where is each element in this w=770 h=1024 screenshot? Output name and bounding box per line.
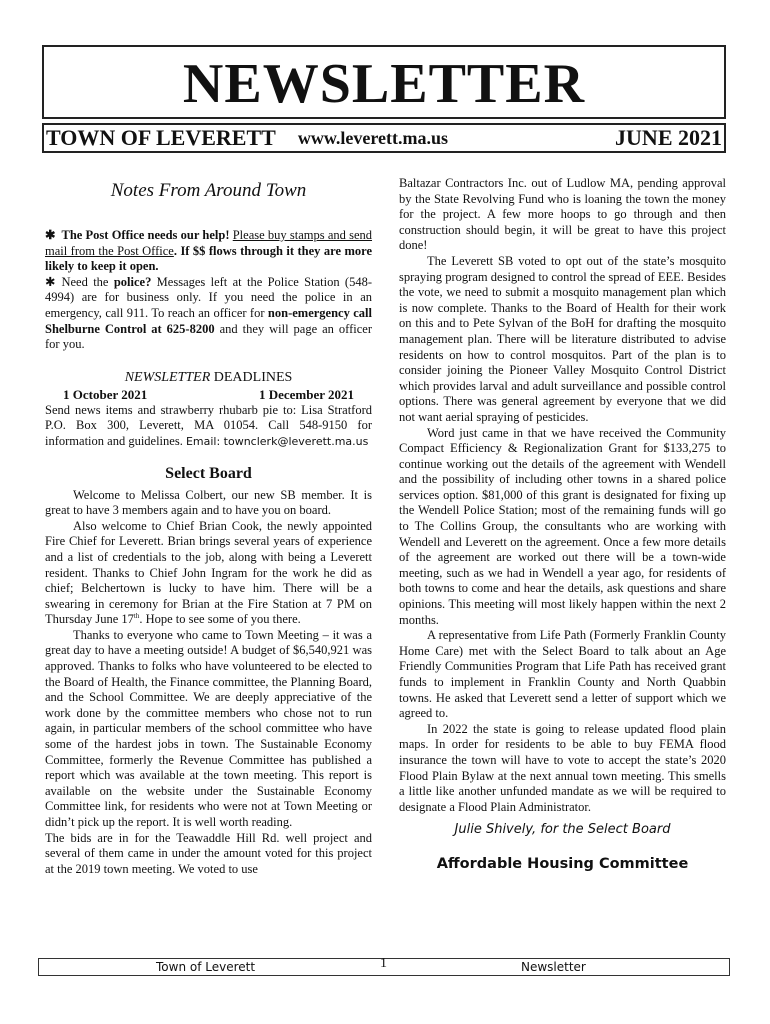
right-column — [399, 176, 726, 873]
left-column — [45, 176, 372, 877]
select-board-paragraph: Also welcome to Chief Brian Cook, the newly appointed Fire Chief for Leverett. Brian brings several years of experience and a list of credentials to the job, along with being a Leverett resident. Thanks to Chief John Ingram for the work he did as chief; Belchertown is lucky to have him. There will be a swearing in ceremony for Brian at the Fire Station at 7 PM on Thursday June 17th. Hope to see some of you there. — [45, 518, 372, 627]
select-board-paragraph: Welcome to Melissa Colbert, our new SB member. It is great to have 3 members again and to have you on board. — [45, 487, 372, 518]
select-board-title: Select Board — [165, 464, 252, 482]
deadlines-title: NEWSLETTER DEADLINES — [124, 369, 293, 385]
article-paragraph: Baltazar Contractors Inc. out of Ludlow MA, pending approval by the State Revolving Fund who is loaning the town the money for the project. A few more hoops to go through and then construction should begin, it will be great to have this project done! — [399, 176, 726, 253]
post-office-link-text: Please buy stamps and send mail from the Post Office — [45, 228, 373, 258]
signature: Julie Shively, for the Select Board — [454, 822, 671, 838]
website-link[interactable]: www.leverett.ma.us — [297, 127, 448, 148]
page-number: 1 — [380, 956, 387, 971]
deadline-date-2: 1 December 2021 — [258, 386, 354, 402]
deadline-date-1: 1 October 2021 — [63, 386, 148, 402]
issue-date: JUNE 2021 — [615, 125, 722, 150]
masthead — [42, 45, 726, 119]
notes-section-title: Notes From Around Town — [110, 180, 307, 201]
bullet-icon: ✱ — [45, 274, 56, 289]
newsletter-title: NEWSLETTER — [182, 53, 586, 115]
article-paragraph: A representative from Life Path (Formerly Franklin County Home Care) met with the Select Board to talk about an Age Friendly Communities Program that Life Path has received grant funds to implement in Franklin County and North Quabbin towns. He asked that Leverett send a letter of support which we agreed to. — [399, 628, 726, 721]
footer-newsletter: Newsletter — [521, 960, 586, 974]
article-paragraph: The Leverett SB voted to opt out of the state’s mosquito spraying program designed to control the spread of EEE. Besides the vote, we need to submit a mosquito management plan which is now complete. Thanks to the Board of Health for their work on this and to Pete Sylvan of the BoH for drafting the mosquito management plan. There will be literature distributed to advise residents on how to control mosquitos. Part of the plan is to consider joining the Pioneer Valley Mosquito Control District which provides larval and adult surveillance and possible control options. There was general agreement by everyone that we did not want aerial spraying of pesticides. — [399, 253, 726, 424]
page-footer — [38, 958, 730, 976]
deadline-dates — [45, 387, 372, 403]
deadlines-text: Send news items and strawberry rhubarb pie to: Lisa Stratford P.O. Box 300, Leverett, MA 01054. Call 548-9150 for information and guidelines. Email: townclerk@leverett.ma.us — [45, 402, 372, 448]
select-board-paragraph: Thanks to everyone who came to Town Meeting – it was a great day to have a meeting outside! A budget of $6,540,921 was approved. Thanks to folks who have volunteered to be elected to the Board of Health, the Finance committee, the Planning Board, and the School Committee. We are deeply appreciative of the work done by the committee members who chose not to run again, in particular members of the school committee who have some of the hardest jobs in town. The Sustainable Economy Committee, formerly the Revenue Committee has published a report which was available at the town meeting. This report is available on the website under the Sustainable Economy Committee link, for residents who were not at Town Meeting or didn’t pick up the report. It is well worth reading. — [45, 627, 372, 829]
bullet-icon: ✱ — [45, 228, 56, 242]
article-paragraph: Word just came in that we have received the Community Compact Efficiency & Regionalization Grant for $133,275 to continue working out the details of the agreement with Wendell and the possibility of including other towns in a shared police services option. $81,000 of this grant is designated for fixing up the Wendell Police Station; most of the remaining funds will go to The Collins Group, the consultants who are working with Wendell and Leverett on the agreement. Once a few more details of the agreement are worked out there will be a town-wide meeting, such as we had in Wendell a year ago, for residents of both towns to come and hear the details, ask questions and share opinions. This meeting will most likely happen within the next 2 months. — [399, 425, 726, 627]
email-address[interactable]: Email: townclerk@leverett.ma.us — [185, 434, 369, 448]
post-office-note: ✱ The Post Office needs our help! Please buy stamps and send mail from the Post Office. If $$ flows through it they are more likely to keep it open. — [45, 228, 373, 274]
police-note: ✱ Need the police? Messages left at the Police Station (548-4994) are for business only. If you need the police in an emergency, call 911. To reach an officer for non-emergency call Shelburne Control at 625-8200 and they will page an officer for you. — [45, 274, 373, 352]
select-board-paragraph: The bids are in for the Teawaddle Hill Rd. well project and several of them came in under the amount voted for this project at the 2019 town meeting. We voted to use — [45, 830, 372, 876]
article-paragraph: In 2022 the state is going to release updated flood plain maps. In order for residents to be able to buy FEMA flood insurance the town will have to vote to accept the state’s 2020 Flood Plain Bylaw at the next annual town meeting. This smells a little like another unfunded mandate as we will be required to designate a Flood Plain Administrator. — [399, 721, 726, 814]
town-name: TOWN OF LEVERETT — [46, 125, 276, 150]
subhead-bar — [42, 123, 726, 153]
footer-town: Town of Leverett — [156, 960, 256, 974]
affordable-housing-title: Affordable Housing Committee — [436, 856, 689, 873]
